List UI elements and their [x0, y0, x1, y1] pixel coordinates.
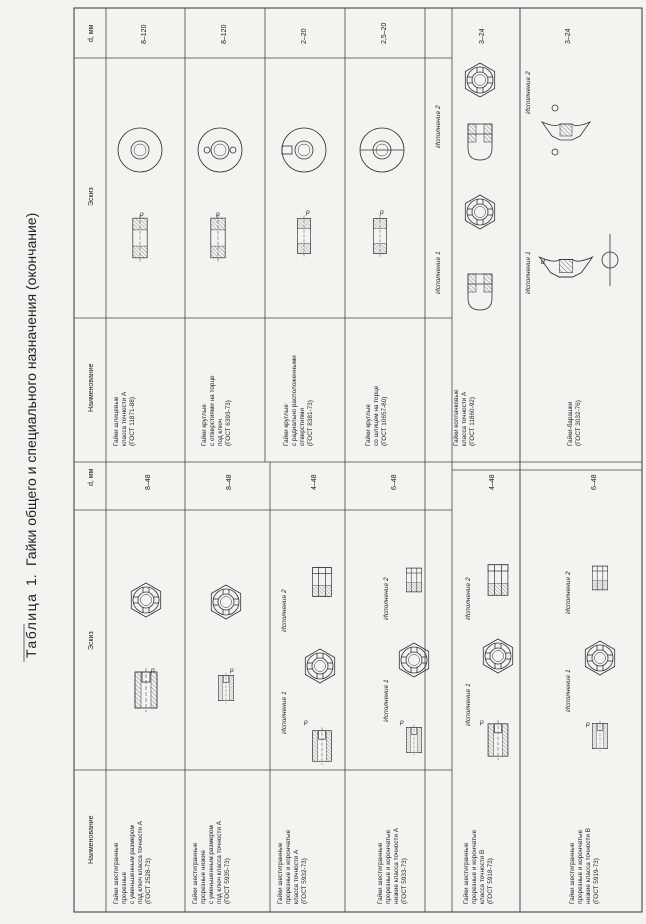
right-row-2-name-3: под ключ — [217, 419, 224, 446]
right-row-3-name-3: отверстиями — [299, 408, 306, 446]
left-row-5-sketch-crown — [488, 565, 508, 596]
right-row-6-variant-2: Исполнение 2 — [525, 71, 532, 114]
left-row-1-sketch-top — [131, 583, 160, 617]
left-row-4-range: 6–48 — [391, 474, 398, 490]
left-row-3-name-1: Гайки шестигранные — [277, 842, 284, 904]
left-row-5-variant-1: Исполнение 1 — [465, 683, 472, 726]
left-row-3-variant-2: Исполнение 2 — [281, 589, 288, 632]
right-row-5-name-1: Гайки колпачковые — [453, 389, 460, 446]
left-row-6-name-1: Гайки шестигранные — [569, 842, 576, 904]
left-row-6-name-4: (ГОСТ 5919-73) — [593, 858, 600, 904]
right-row-3-name-1: Гайки круглые — [283, 404, 290, 446]
table-title-word: Таблица — [23, 592, 39, 658]
left-row-4-name-3: низкие класса точности А — [393, 827, 400, 904]
right-row-5-name-2: класса точности А — [461, 391, 468, 446]
left-row-6-dim-p: p — [586, 721, 590, 728]
header-name-left: Наименование — [88, 815, 95, 864]
right-row-1 — [112, 24, 162, 446]
right-row-3-name-4: (ГОСТ 8381-73) — [307, 400, 314, 446]
left-row-5-variant-2: Исполнение 2 — [465, 577, 472, 620]
header-sketch-left: Эскиз — [88, 631, 95, 650]
left-row-5-dim-p: p — [480, 719, 484, 726]
left-row-3-name-3: класса точности А — [293, 849, 300, 904]
table-frame — [74, 8, 642, 912]
right-row-2-name-1: Гайки круглые — [201, 404, 208, 446]
right-row-1-name-2: класса точности А — [121, 391, 128, 446]
left-row-4-sketch-side — [406, 725, 421, 756]
right-row-2-range: 8–120 — [221, 24, 228, 44]
right-row-5-name-3: (ГОСТ 11860-92) — [469, 397, 476, 446]
left-row-5-sketch-top — [483, 639, 512, 673]
header-sketch-right: Эскиз — [88, 187, 95, 206]
left-row-1-range: 8–48 — [145, 474, 152, 490]
left-row-5-range: 4–48 — [489, 474, 496, 490]
left-row-3-range: 4–48 — [311, 474, 318, 490]
left-row-4-name-4: (ГОСТ 5933-73) — [401, 858, 408, 904]
right-row-6 — [525, 28, 618, 446]
table-title-number: 1. — [23, 574, 39, 586]
right-row-5 — [435, 28, 495, 446]
left-row-4-dim-p: p — [400, 719, 404, 726]
right-row-1-dim-p: p — [140, 211, 144, 218]
right-row-3-name-2: с радиально расположенными — [291, 355, 298, 446]
header-name-right: Наименование — [88, 363, 95, 412]
left-row-3 — [276, 474, 335, 904]
left-row-2-name-3: с уменьшенным размером — [208, 825, 215, 904]
right-row-6-sketch-wing-2 — [542, 122, 590, 140]
left-row-1-name-1: Гайки шестигранные — [113, 842, 120, 904]
right-row-4-name-3: (ГОСТ 10657-80) — [381, 396, 388, 446]
left-row-4 — [376, 474, 429, 904]
left-row-4-name-2: прорезные и корончатые — [385, 829, 392, 904]
left-row-6-range: 6–48 — [591, 474, 598, 490]
header-diameter-left: d, мм — [88, 468, 95, 486]
right-row-5-sketch-cap-1 — [468, 274, 492, 310]
right-row-3-sketch-top — [282, 128, 326, 172]
left-row-4-sketch-crown — [406, 568, 421, 592]
left-row-5 — [462, 474, 513, 904]
right-row-2-pin-hole-1 — [204, 147, 210, 153]
left-row-1-name-4: под ключ класса точности А — [137, 820, 144, 904]
right-row-6-dim-d: d — [541, 259, 545, 266]
left-row-6-variant-2: Исполнение 2 — [565, 571, 572, 614]
left-row-4-sketch-top — [399, 643, 428, 677]
right-row-4-dim-p: p — [380, 209, 384, 216]
left-row-4-name-1: Гайки шестигранные — [377, 842, 384, 904]
right-row-3-sketch-side — [298, 215, 311, 257]
left-row-6 — [565, 474, 615, 904]
right-row-6-name-2: (ГОСТ 3032-76) — [575, 400, 582, 446]
left-row-6-variant-1: Исполнение 1 — [565, 669, 572, 712]
right-row-1-sketch-side — [133, 215, 147, 262]
right-row-1-sketch-top — [118, 128, 162, 172]
left-row-1-name-3: с уменьшенным размером — [129, 825, 136, 904]
left-row-2-name-1: Гайки шестигранные — [192, 842, 199, 904]
right-row-6-wing-hole-2 — [552, 149, 558, 155]
left-row-6-sketch-crown — [592, 566, 607, 590]
right-row-2-sketch-side — [211, 215, 225, 262]
left-row-2-sketch-side — [218, 673, 233, 704]
left-row-2-sketch-top — [211, 585, 240, 619]
left-row-1-dim-p: p — [151, 667, 155, 674]
left-row-2 — [191, 474, 241, 904]
right-row-6-variant-1: Исполнение 1 — [525, 251, 532, 294]
right-row-2-name-4: (ГОСТ 6393-73) — [225, 400, 232, 446]
right-row-4-sketch-side — [374, 215, 387, 257]
right-row-2 — [198, 24, 242, 446]
right-row-4-name-1: Гайки круглые — [365, 404, 372, 446]
left-row-1-sketch-side — [135, 668, 157, 712]
left-row-5-sketch-side — [488, 720, 508, 760]
header-diameter-right: d, мм — [88, 24, 95, 42]
left-row-2-range: 8–48 — [226, 474, 233, 490]
left-row-1-name-2: прорезные — [121, 871, 128, 904]
left-row-6-sketch-top — [585, 641, 614, 675]
right-row-3 — [282, 28, 326, 446]
left-row-2-name-5: (ГОСТ 5935-73) — [224, 858, 231, 904]
right-row-6-range: 3–24 — [565, 28, 572, 44]
left-row-1 — [112, 474, 161, 904]
right-row-1-range: 8–120 — [141, 24, 148, 44]
left-row-4-variant-2: Исполнение 2 — [383, 577, 390, 620]
left-row-2-name-4: под ключ класса точности А — [216, 820, 223, 904]
left-row-5-name-1: Гайки шестигранные — [463, 842, 470, 904]
right-row-6-wing-hole-1 — [552, 105, 558, 111]
right-row-4 — [360, 22, 404, 446]
left-row-3-dim-p: p — [304, 719, 308, 726]
right-row-4-name-2: со шлицем на торце — [373, 385, 380, 446]
left-row-3-sketch-side — [313, 727, 332, 764]
left-row-6-name-3: низкие класса точности В — [585, 827, 592, 904]
table-title-text: Гайки общего и специального назначения (окончание) — [23, 212, 39, 566]
left-row-6-sketch-side — [592, 721, 607, 752]
right-row-5-variant-1: Исполнение 1 — [435, 251, 442, 294]
right-row-5-variant-2: Исполнение 2 — [435, 105, 442, 148]
right-row-5-sketch-hex-1 — [465, 195, 494, 229]
right-row-1-name-1: Гайки шлицевые — [113, 396, 120, 446]
left-row-4-variant-1: Исполнение 1 — [383, 679, 390, 722]
left-row-5-name-2: прорезные и корончатые — [471, 829, 478, 904]
right-row-2-name-2: с отверстиями на торце — [209, 375, 216, 446]
left-row-1-name-5: (ГОСТ 2528-73) — [145, 858, 152, 904]
left-row-5-name-4: (ГОСТ 5918-73) — [487, 858, 494, 904]
left-row-2-dim-p: p — [230, 667, 234, 674]
right-row-2-dim-p: p — [216, 211, 220, 218]
right-row-5-sketch-cap-2 — [468, 124, 492, 160]
right-row-2-pin-hole-2 — [230, 147, 236, 153]
left-row-3-name-2: прорезные и корончатые — [285, 829, 292, 904]
left-row-5-name-3: класса точности В — [479, 849, 486, 904]
left-row-3-name-4: (ГОСТ 5932-73) — [301, 858, 308, 904]
left-row-2-name-2: прорезные низкие — [200, 850, 207, 904]
left-row-6-name-2: прорезные и корончатые — [577, 829, 584, 904]
left-row-3-variant-1: Исполнение 1 — [281, 691, 288, 734]
right-row-5-sketch-hex-2 — [465, 63, 494, 97]
right-row-5-range: 3–24 — [479, 28, 486, 44]
right-row-1-name-3: (ГОСТ 11871-88) — [129, 397, 136, 446]
right-row-3-radial-hole — [282, 146, 292, 154]
left-row-3-sketch-crown — [313, 568, 332, 597]
left-row-3-sketch-top — [305, 649, 334, 683]
right-row-4-range: 2,5–20 — [381, 22, 388, 44]
right-row-3-dim-p: p — [306, 209, 310, 216]
right-row-3-range: 2–20 — [301, 28, 308, 44]
right-row-2-sketch-top — [198, 128, 242, 172]
right-row-6-sketch-wing-1 — [540, 257, 593, 277]
right-row-6-name-1: Гайки-барашки — [567, 401, 574, 446]
